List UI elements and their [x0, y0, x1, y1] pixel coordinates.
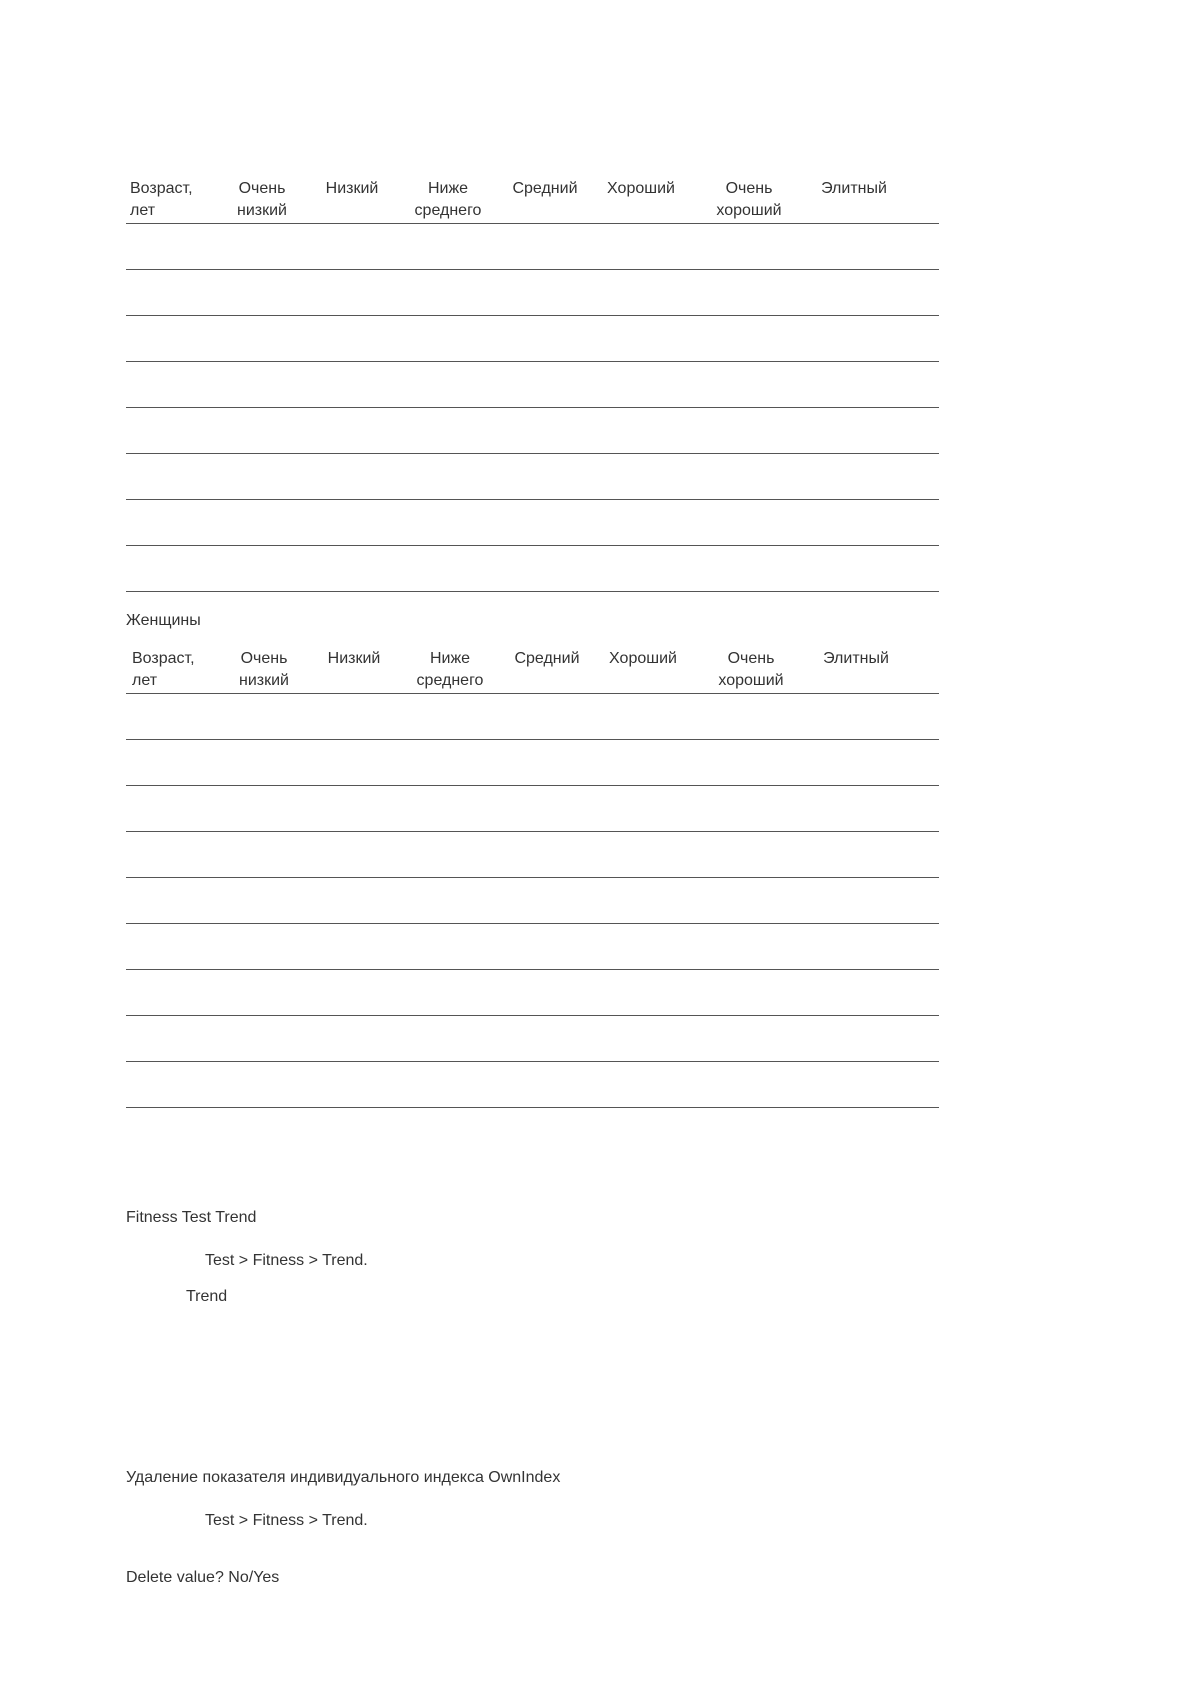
header-very-good: Очень хороший: [718, 650, 784, 689]
delete-section-title: Удаление показателя индивидуального индекса OwnIndex: [126, 1469, 561, 1486]
fitness-trend-title: Fitness Test Trend: [126, 1209, 257, 1226]
table-row: [126, 224, 939, 270]
table-row: [126, 270, 939, 316]
header-age: Возраст, лет: [132, 650, 195, 689]
table-row: [126, 832, 939, 878]
women-section-label: Женщины: [126, 612, 201, 629]
header-very-low: Очень низкий: [239, 650, 289, 689]
header-age: Возраст, лет: [130, 180, 193, 219]
table-row: [126, 878, 939, 924]
women-table: [126, 648, 939, 1108]
table-row: [126, 786, 939, 832]
table-row: [126, 500, 939, 546]
table-row: [126, 970, 939, 1016]
header-elite: Элитный: [821, 180, 887, 197]
header-good: Хороший: [609, 650, 677, 667]
men-table: [126, 178, 939, 592]
header-low: Низкий: [327, 650, 381, 667]
table-row: [126, 740, 939, 786]
delete-section-path: Test > Fitness > Trend.: [205, 1512, 368, 1529]
table-row: [126, 408, 939, 454]
fitness-trend-path: Test > Fitness > Trend.: [205, 1252, 368, 1269]
table-row: [126, 546, 939, 592]
header-below-average: Ниже среднего: [414, 180, 482, 219]
table-row: [126, 454, 939, 500]
header-below-average: Ниже среднего: [416, 650, 484, 689]
table-row: [126, 924, 939, 970]
header-good: Хороший: [607, 180, 675, 197]
table-row: [126, 362, 939, 408]
fitness-trend-item: Trend: [186, 1288, 228, 1305]
table-row: [126, 1062, 939, 1108]
header-very-low: Очень низкий: [237, 180, 287, 219]
delete-value-prompt: Delete value? No/Yes: [126, 1569, 280, 1586]
header-very-good: Очень хороший: [716, 180, 782, 219]
header-low: Низкий: [325, 180, 379, 197]
table-row: [126, 316, 939, 362]
men-table-header: [126, 178, 939, 224]
header-elite: Элитный: [823, 650, 889, 667]
table-row: [126, 694, 939, 740]
header-average: Средний: [514, 650, 580, 667]
table-row: [126, 1016, 939, 1062]
header-average: Средний: [512, 180, 578, 197]
women-table-header: [126, 648, 939, 694]
